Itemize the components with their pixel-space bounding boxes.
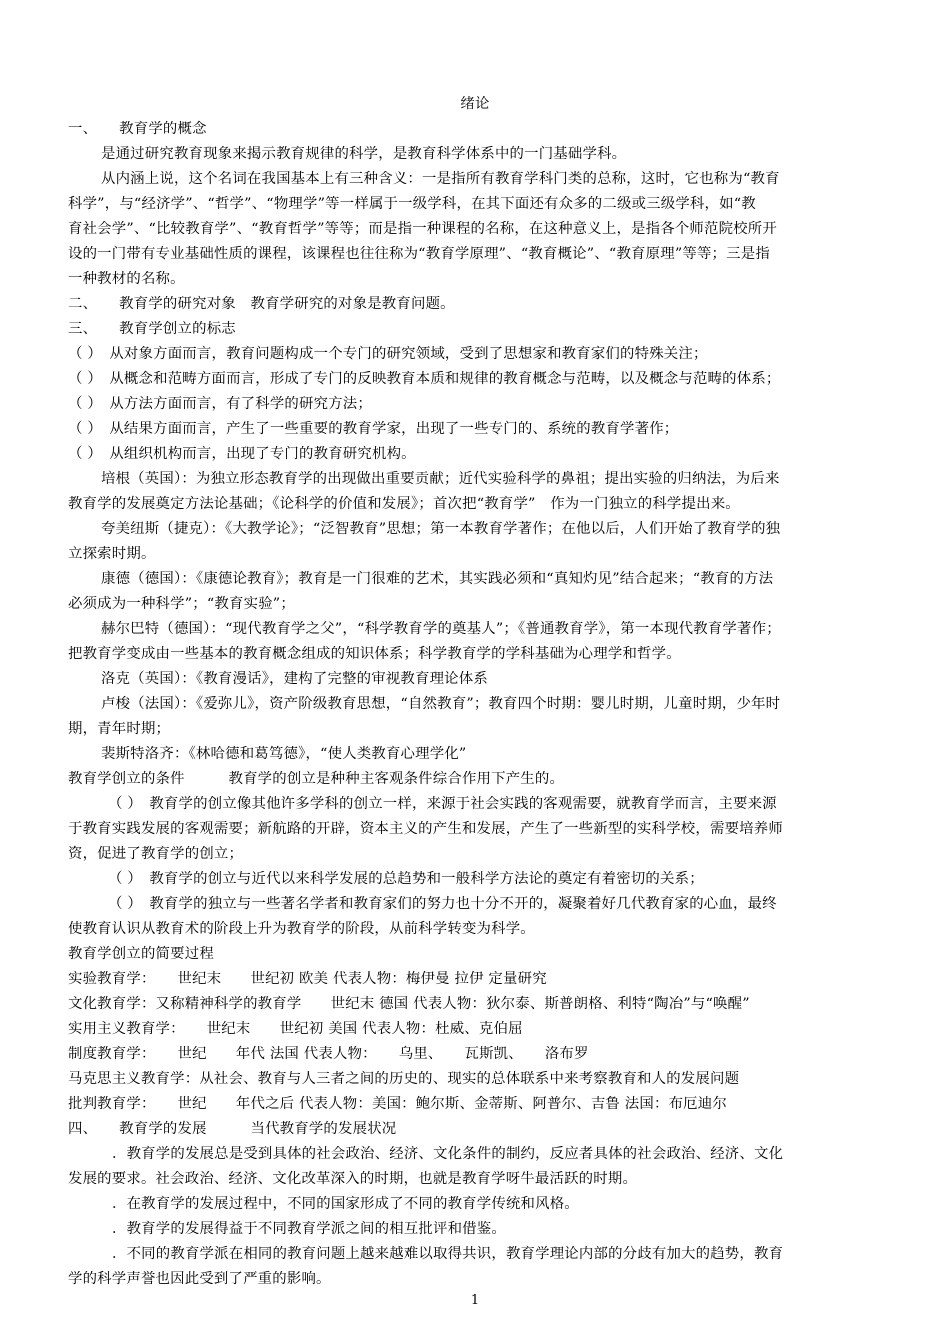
paragraph-line: 设的一门带有专业基础性质的课程，该课程也往往称为“教育学原理”、“教育概论”、“教育原理”等等；三是指 [68,246,770,262]
paragraph-line: 康德（德国）：《康德论教育》；教育是一门很难的艺术，其实践必须和“真知灼见”结合起来；“教育的方法 [101,571,774,587]
paragraph-line: 洛克（英国）：《教育漫话》，建构了完整的审视教育理论体系 [101,671,488,687]
list-item: ．在教育学的发展过程中，不同的国家形成了不同的教育学传统和风格。 [112,1196,579,1212]
paragraph-line: 夸美纽斯（捷克）：《大教学论》；“泛智教育”思想；第一本教育学著作；在他以后，人们开始了教育学的独 [101,521,781,537]
paragraph-line: 教育学创立的条件 教育学的创立是种种主客观条件综合作用下产生的。 [68,771,565,787]
paragraph-line: 使教育认识从教育术的阶段上升为教育学的阶段，从前科学转变为科学。 [68,921,535,937]
paragraph-line: 教育学创立的简要过程 [68,946,214,962]
page-title: 绪论 [460,96,490,112]
list-item: （ ） 从组织机构而言，出现了专门的教育研究机构。 [68,446,416,462]
document-page [68,92,882,1292]
paragraph-line: 马克思主义教育学：从社会、教育与人三者之间的历史的、现实的总体联系中来考察教育和人的发展问题 [68,1071,740,1087]
paragraph-line: 学的科学声誉也因此受到了严重的影响。 [68,1271,331,1287]
section-heading-1: 一、 教育学的概念 [68,121,207,137]
paragraph-line: 赫尔巴特（德国）：“现代教育学之父”，“科学教育学的奠基人”；《普通教育学》，第一本现代教育学著作； [101,621,781,637]
paragraph-line: 把教育学变成由一些基本的教育概念组成的知识体系；科学教育学的学科基础为心理学和哲学。 [68,646,681,662]
paragraph-line: 二、 教育学的研究对象 教育学研究的对象是教育问题。 [68,296,455,312]
list-item: （ ） 从结果方面而言，产生了一些重要的教育学家，出现了一些专门的、系统的教育学著作； [68,421,679,437]
paragraph-line: 一种教材的名称。 [68,271,185,287]
list-item: ．教育学的发展得益于不同教育学派之间的相互批评和借鉴。 [112,1221,506,1237]
list-item: ．教育学的发展总是受到具体的社会政治、经济、文化条件的制约，反应者具体的社会政治、经济、文化 [112,1146,784,1162]
paragraph-line: 是通过研究教育现象来揭示教育规律的科学，是教育科学体系中的一门基础学科。 [101,146,627,162]
paragraph-line: 育社会学”、“比较教育学”、“教育哲学”等等；而是指一种课程的名称，在这种意义上，是指各个师范院校所开 [68,221,777,237]
paragraph-line: 实用主义教育学： 世纪末 世纪初 美国 代表人物：杜威、克伯屈 [68,1021,523,1037]
section-heading-4: 四、 教育学的发展 当代教育学的发展状况 [68,1121,397,1137]
list-item: ．不同的教育学派在相同的教育问题上越来越难以取得共识，教育学理论内部的分歧有加大的趋势，教育 [112,1246,784,1262]
paragraph-line: 裴斯特洛齐：《林哈德和葛笃德》，“使人类教育心理学化” [101,746,467,762]
section-heading-2: 三、 教育学创立的标志 [68,321,236,337]
paragraph-line: 从内涵上说，这个名词在我国基本上有三种含义：一是指所有教育学科门类的总称，这时，它也称为“教育 [101,171,780,187]
paragraph-line: 制度教育学： 世纪 年代 法国 代表人物： 乌里、 瓦斯凯、 洛布罗 [68,1046,589,1062]
paragraph-line: 批判教育学： 世纪 年代之后 代表人物：美国：鲍尔斯、金蒂斯、阿普尔、吉鲁 法国：布厄迪尔 [68,1096,727,1112]
page-number: 1 [470,1293,480,1308]
list-item: （ ） 教育学的独立与一些著名学者和教育家们的努力也十分不开的，凝聚着好几代教育家的心血，最终 [108,896,777,912]
paragraph-line: 资，促进了教育学的创立； [68,846,244,862]
paragraph-line: 立探索时期。 [68,546,156,562]
paragraph-line: 卢梭（法国）：《爱弥儿》，资产阶级教育思想，“自然教育”；教育四个时期：婴儿时期，儿童时期，少年时 [101,696,781,712]
list-item: （ ） 从概念和范畴方面而言，形成了专门的反映教育本质和规律的教育概念与范畴，以及概念与范畴的体系； [68,371,781,387]
list-item: （ ） 从方法方面而言，有了科学的研究方法； [68,396,372,412]
paragraph-line: 发展的要求。社会政治、经济、文化改革深入的时期，也就是教育学呀牛最活跃的时期。 [68,1171,638,1187]
paragraph-line: 科学”，与“经济学”、“哲学”、“物理学”等一样属于一级学科，在其下面还有众多的二级或三级学科，如“教 [68,196,756,212]
section-heading-3: （ ） 从对象方面而言，教育问题构成一个专门的研究领域，受到了思想家和教育家们的特殊关注； [68,346,708,362]
paragraph-line: 教育学的发展奠定方法论基础；《论科学的价值和发展》；首次把“教育学” 作为一门独立的科学提出来。 [68,496,740,512]
paragraph-line: 文化教育学：又称精神科学的教育学 世纪末 德国 代表人物：狄尔泰、斯普朗格、利特“陶冶”与“唤醒” [68,996,750,1012]
paragraph-line: 实验教育学： 世纪末 世纪初 欧美 代表人物：梅伊曼 拉伊 定量研究 [68,971,547,987]
list-item: （ ） 教育学的创立像其他许多学科的创立一样，来源于社会实践的客观需要，就教育学而言，主要来源 [108,796,777,812]
paragraph-line: 期，青年时期； [68,721,171,737]
paragraph-line: 培根（英国）：为独立形态教育学的出现做出重要贡献；近代实验科学的鼻祖；提出实验的归纳法，为后来 [101,471,780,487]
list-item: （ ） 教育学的创立与近代以来科学发展的总趋势和一般科学方法论的奠定有着密切的关系； [108,871,704,887]
paragraph-line: 于教育实践发展的客观需要；新航路的开辟，资本主义的产生和发展，产生了一些新型的实科学校，需要培养师 [68,821,783,837]
paragraph-line: 必须成为一种科学”；“教育实验”； [68,596,295,612]
